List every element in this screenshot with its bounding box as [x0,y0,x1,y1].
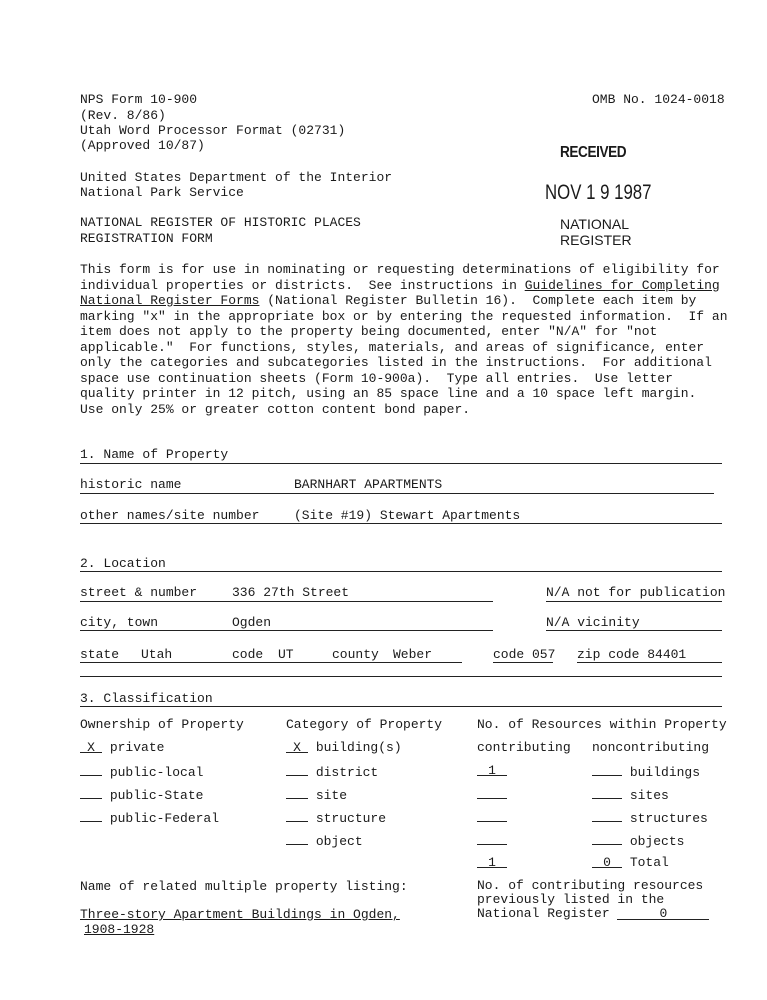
form-format: Utah Word Processor Format (02731) [80,123,346,138]
vicinity-line [546,630,722,631]
section-1-heading: 1. Name of Property [80,447,229,462]
resource-row-total-non: 0 Total [592,855,669,870]
historic-name-label: historic name [80,477,182,492]
noncontributing-header: noncontributing [592,740,710,755]
form-number: NPS Form 10-900 [80,92,198,107]
instructions-paragraph: This form is for use in nominating or requesting determinations of eligibility for individual properties or districts. See instructions in Guidelines for Completing National Register Forms (National Register Bulletin 16). Complete each item by marking "x" in the appropriate box or by entering the requested information. If an item does not apply to the property being documented, enter "N/A" for "not applicable." For functions, styles, materials, and areas of significance, enter only the categories and subcategories listed in the instructions. For additional space use continuation sheets (Form 10-900a). Type all entries. Use letter quality printer in 12 pitch, using an 85 space line and a 10 space left margin. Use only 25% or greater cotton content bond paper. [80,262,728,417]
county-label: county [332,647,379,662]
contributing-count[interactable] [477,786,507,799]
contributing-count[interactable] [477,832,507,845]
resource-row-buildings [477,763,507,778]
other-names-label: other names/site number [80,508,260,523]
previously-listed: No. of contributing resources previously listed in the National Register 0 [477,879,709,921]
resource-row-structures-non: structures [592,809,708,826]
resource-row-objects-non: objects [592,832,684,849]
omb-number: OMB No. 1024-0018 [592,92,725,107]
ownership-private-mark: X [80,740,102,753]
category-site[interactable]: site [286,786,347,803]
section-2-bottom-rule [80,676,722,677]
resources-header: No. of Resources within Property [477,717,727,732]
state-code-label: code [232,647,264,662]
multiple-listing-value-cont: 1908-1928 [84,922,155,937]
street-value: 336 27th Street [232,585,350,600]
multiple-listing-label: Name of related multiple property listing: [80,879,408,894]
street-line [80,601,493,602]
form-title: NATIONAL REGISTER OF HISTORIC PLACES [80,215,361,230]
category-header: Category of Property [286,717,443,732]
guidelines-link-cont: National Register Forms [80,293,260,308]
ownership-public-local[interactable]: public-local [80,763,203,780]
ownership-public-federal[interactable]: public-Federal [80,809,219,826]
other-names-value: (Site #19) Stewart Apartments [294,508,521,523]
not-for-publication: N/A not for publication [546,585,726,600]
contributing-total[interactable]: 1 [477,855,507,868]
city-line [80,630,493,631]
state-value: Utah [141,647,173,662]
category-district[interactable]: district [286,763,378,780]
city-label: city, town [80,615,159,630]
contributing-header: contributing [477,740,571,755]
form-revision: (Rev. 8/86) [80,108,166,123]
category-structure[interactable]: structure [286,809,386,826]
noncontributing-total[interactable]: 0 [592,855,622,868]
received-date: NOV 1 9 1987 [545,181,652,204]
received-stamp: RECEIVED [560,144,627,161]
resource-row-sites-non: sites [592,786,669,803]
stamp-national: NATIONAL [560,216,629,232]
ownership-private[interactable]: X private [80,740,164,755]
noncontributing-count[interactable] [592,809,622,822]
state-label: state [80,647,120,662]
noncontributing-count[interactable] [592,763,622,776]
resource-row-total [477,855,507,870]
ownership-header: Ownership of Property [80,717,244,732]
agency-service: National Park Service [80,185,244,200]
noncontributing-count[interactable] [592,786,622,799]
section-2-rule [80,571,722,572]
resource-row-objects [477,832,507,849]
city-value: Ogden [232,615,272,630]
county-code-line [493,662,553,663]
zip-code: zip code 84401 [577,647,687,662]
contributing-count[interactable] [477,809,507,822]
stamp-register: REGISTER [560,232,632,248]
multiple-listing-value: Three-story Apartment Buildings in Ogden, [80,907,400,922]
historic-name-line [80,493,714,494]
noncontributing-count[interactable] [592,832,622,845]
category-buildings[interactable]: X building(s) [286,740,402,755]
agency-department: United States Department of the Interior [80,170,393,185]
ownership-public-state[interactable]: public-State [80,786,203,803]
resource-row-buildings-non: buildings [592,763,700,780]
form-approval: (Approved 10/87) [80,138,205,153]
section-3-heading: 3. Classification [80,691,213,706]
section-2-heading: 2. Location [80,556,166,571]
county-code: code 057 [493,647,556,662]
other-names-line [80,523,722,524]
category-object[interactable]: object [286,832,363,849]
form-subtitle: REGISTRATION FORM [80,231,213,246]
historic-name-value: BARNHART APARTMENTS [294,477,443,492]
resource-row-sites [477,786,507,803]
guidelines-link: Guidelines for Completing [524,277,720,293]
street-label: street & number [80,585,198,600]
resource-row-structures [477,809,507,826]
county-value: Weber [393,647,433,662]
previously-listed-count[interactable]: 0 [617,907,709,920]
not-for-publication-line [546,601,722,602]
state-line [80,662,462,663]
state-code-value: UT [278,647,294,662]
zip-code-line [577,662,722,663]
section-1-rule [80,463,722,464]
section-3-rule [80,706,722,707]
vicinity: N/A vicinity [546,615,640,630]
contributing-count[interactable]: 1 [477,763,507,776]
